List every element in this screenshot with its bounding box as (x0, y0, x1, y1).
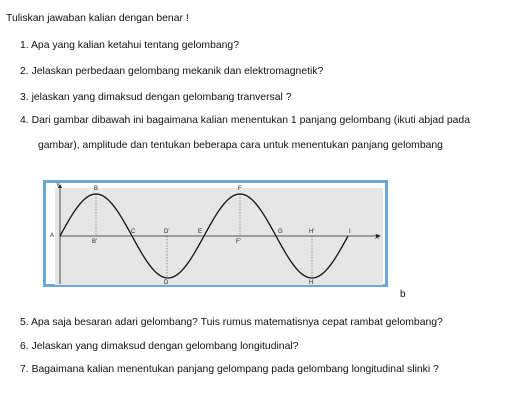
label-i: I (349, 229, 351, 235)
label-c: C (131, 229, 136, 235)
label-d: D (164, 280, 169, 286)
label-g: G (278, 229, 283, 235)
question-4-continuation: gambar), amplitude dan tentukan beberapa cara untuk menentukan panjang gelombang (38, 140, 443, 151)
label-h: H (309, 280, 314, 286)
figure-caption: b (400, 289, 406, 300)
x-axis-label: X (375, 235, 380, 241)
label-h-prime: H' (309, 229, 315, 235)
question-3: 3. jelaskan yang dimaksud dengan gelombang tranversal ? (20, 92, 292, 103)
question-6: 6. Jelaskan yang dimaksud dengan gelombang longitudinal? (20, 341, 299, 352)
label-d-prime: D' (164, 229, 170, 235)
label-f: F (238, 186, 242, 192)
question-7: 7. Bagaimana kalian menentukan panjang gelompang pada gelombang longitudinal slinki ? (20, 364, 439, 375)
label-b-prime: B' (92, 239, 98, 245)
label-f-prime: F' (236, 239, 241, 245)
wave-diagram (43, 180, 388, 287)
label-b: B (94, 186, 99, 192)
y-axis-label: Y (56, 183, 61, 189)
diagram-panel (55, 188, 383, 285)
label-e: E (198, 229, 203, 235)
question-4: 4. Dari gambar dibawah ini bagaimana kalian menentukan 1 panjang gelombang (ikuti abjad pada (20, 115, 470, 126)
question-1: 1. Apa yang kalian ketahui tentang gelombang? (20, 40, 239, 51)
label-a: A (50, 233, 55, 239)
instruction-text: Tuliskan jawaban kalian dengan benar ! (6, 13, 189, 24)
question-2: 2. Jelaskan perbedaan gelombang mekanik dan elektromagnetik? (20, 66, 324, 77)
question-5: 5. Apa saja besaran adari gelombang? Tuis rumus matematisnya cepat rambat gelombang? (20, 317, 443, 328)
